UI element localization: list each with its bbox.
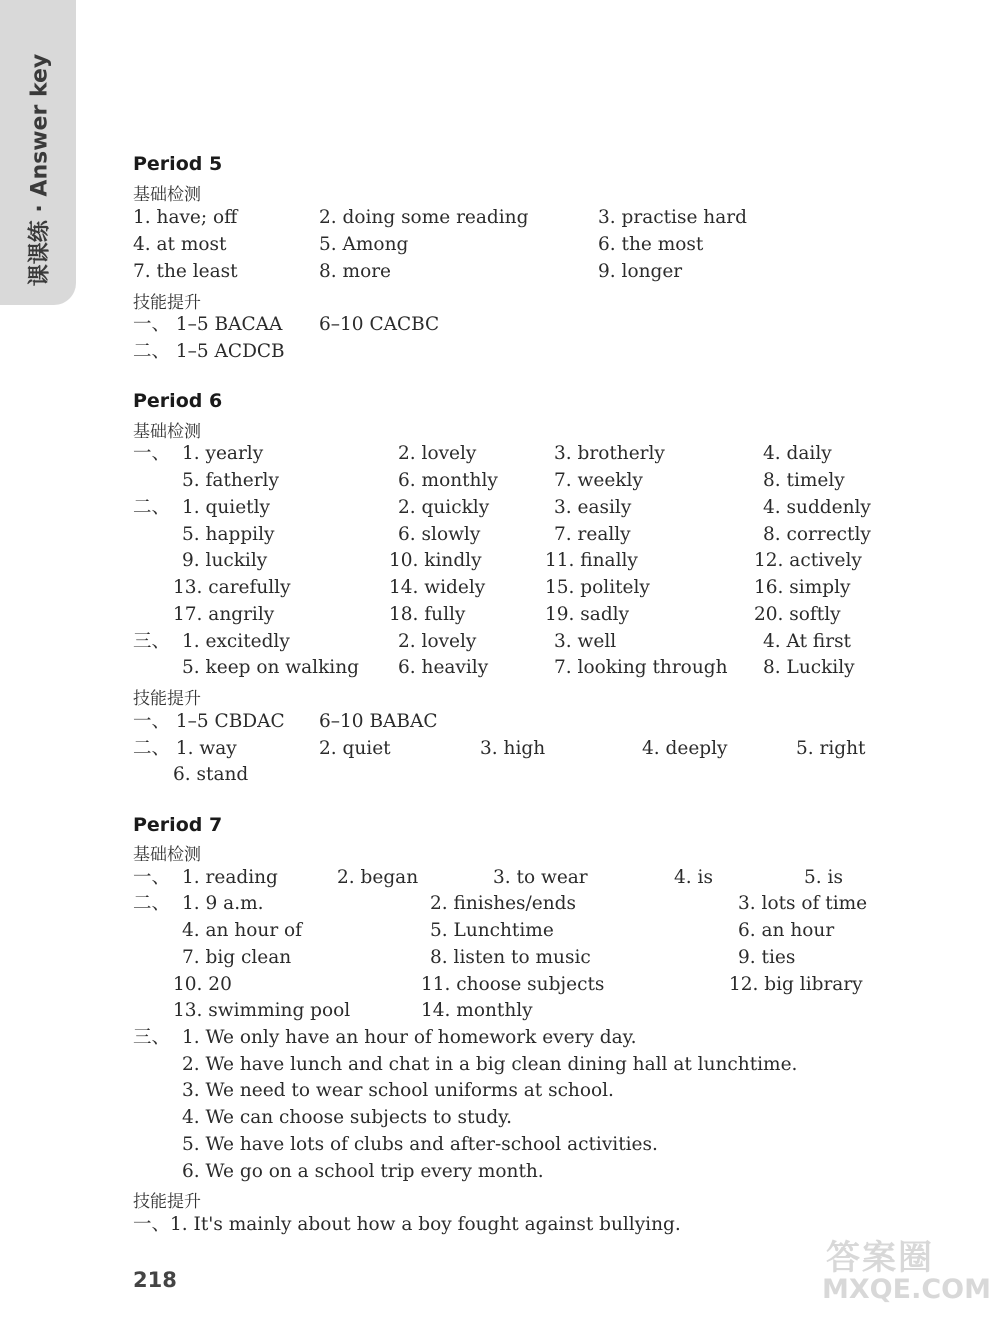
side-tab-label: 课课练 · Answer key bbox=[27, 53, 53, 287]
section-marker: 一、 bbox=[133, 867, 171, 888]
watermark-en: MXQE.COM bbox=[822, 1274, 991, 1305]
sentence-item: 6. We go on a school trip every month. bbox=[182, 1161, 544, 1182]
answer-item: 5. happily bbox=[182, 524, 275, 545]
answer-item: 5. fatherly bbox=[182, 470, 279, 491]
answer-item: 1. excitedly bbox=[182, 631, 290, 652]
period-7-title: Period 7 bbox=[133, 814, 223, 836]
period-6-title: Period 6 bbox=[133, 390, 223, 412]
answer-item: 6. heavily bbox=[398, 657, 489, 678]
answer-item: 4. is bbox=[674, 867, 713, 888]
sentence-item: 5. We have lots of clubs and after-school activities. bbox=[182, 1134, 658, 1155]
answer-item: 8. listen to music bbox=[430, 947, 591, 968]
answer-item: 2. began bbox=[337, 867, 419, 888]
answer-item: 18. fully bbox=[389, 604, 466, 625]
answer-item: 7. the least bbox=[133, 261, 238, 282]
answer-item: 5. keep on walking bbox=[182, 657, 359, 678]
answer-item: 2. lovely bbox=[398, 443, 477, 464]
section-marker: 二、 bbox=[133, 497, 171, 518]
answer-item: 5. Among bbox=[319, 234, 409, 255]
section-marker: 三、 bbox=[133, 1027, 171, 1048]
answer-item: 7. really bbox=[554, 524, 631, 545]
answer-item: 二、 1. way bbox=[133, 738, 237, 759]
answer-item: 2. doing some reading bbox=[319, 207, 529, 228]
answer-item: 3. well bbox=[554, 631, 617, 652]
answer-item: 1. reading bbox=[182, 867, 278, 888]
answer-item: 4. deeply bbox=[642, 738, 728, 759]
answer-item: 5. right bbox=[796, 738, 866, 759]
period-5-skill-label: 技能提升 bbox=[133, 293, 201, 313]
answer-item: 16. simply bbox=[754, 577, 851, 598]
answer-item: 7. looking through bbox=[554, 657, 728, 678]
sentence-item: 一、1. It's mainly about how a boy fought against bullying. bbox=[133, 1214, 681, 1235]
answer-item: 10. kindly bbox=[389, 550, 482, 571]
answer-item: 20. softly bbox=[754, 604, 841, 625]
answer-item: 4. daily bbox=[763, 443, 832, 464]
answer-item: 17. angrily bbox=[173, 604, 275, 625]
answer-item: 6. stand bbox=[173, 764, 249, 785]
answer-item: 8. Luckily bbox=[763, 657, 855, 678]
answer-item: 5. Lunchtime bbox=[430, 920, 554, 941]
answer-item: 6. slowly bbox=[398, 524, 481, 545]
period-5-title: Period 5 bbox=[133, 153, 223, 175]
answer-item: 1. yearly bbox=[182, 443, 264, 464]
side-tab bbox=[0, 0, 76, 305]
answer-item: 14. widely bbox=[389, 577, 486, 598]
answer-item: 8. timely bbox=[763, 470, 845, 491]
answer-item: 1. quietly bbox=[182, 497, 270, 518]
answer-item: 二、 1–5 ACDCB bbox=[133, 341, 285, 362]
sentence-item: 1. We only have an hour of homework every day. bbox=[182, 1027, 637, 1048]
answer-item: 5. is bbox=[804, 867, 843, 888]
watermark-cn: 答案圈 bbox=[826, 1238, 934, 1278]
answer-item: 4. an hour of bbox=[182, 920, 303, 941]
answer-item: 2. quickly bbox=[398, 497, 490, 518]
answer-item: 6–10 CACBC bbox=[319, 314, 440, 335]
answer-item: 9. luckily bbox=[182, 550, 268, 571]
answer-item: 6. the most bbox=[598, 234, 704, 255]
answer-item: 10. 20 bbox=[173, 974, 232, 995]
answer-item: 13. swimming pool bbox=[173, 1000, 351, 1021]
answer-item: 9. ties bbox=[738, 947, 796, 968]
period-7-basic-label: 基础检测 bbox=[133, 845, 201, 865]
answer-item: 8. correctly bbox=[763, 524, 871, 545]
answer-item: 一、 1–5 CBDAC bbox=[133, 711, 285, 732]
section-marker: 一、 bbox=[133, 443, 171, 464]
answer-item: 11. choose subjects bbox=[421, 974, 605, 995]
page-number: 218 bbox=[133, 1268, 177, 1292]
answer-item: 3. to wear bbox=[493, 867, 588, 888]
answer-item: 11. finally bbox=[545, 550, 638, 571]
answer-item: 4. at most bbox=[133, 234, 227, 255]
answer-item: 12. actively bbox=[754, 550, 862, 571]
section-marker: 二、 bbox=[133, 893, 171, 914]
section-marker: 三、 bbox=[133, 631, 171, 652]
period-5-basic-label: 基础检测 bbox=[133, 185, 201, 205]
sentence-item: 2. We have lunch and chat in a big clean dining hall at lunchtime. bbox=[182, 1054, 798, 1075]
answer-item: 3. high bbox=[480, 738, 546, 759]
period-7-skill-label: 技能提升 bbox=[133, 1192, 201, 1212]
answer-item: 6. an hour bbox=[738, 920, 835, 941]
answer-item: 12. big library bbox=[729, 974, 863, 995]
answer-item: 3. brotherly bbox=[554, 443, 665, 464]
answer-item: 1. 9 a.m. bbox=[182, 893, 264, 914]
answer-item: 9. longer bbox=[598, 261, 683, 282]
period-6-basic-label: 基础检测 bbox=[133, 422, 201, 442]
sentence-item: 4. We can choose subjects to study. bbox=[182, 1107, 513, 1128]
watermark bbox=[820, 1230, 990, 1310]
sentence-item: 3. We need to wear school uniforms at school. bbox=[182, 1080, 614, 1101]
answer-item: 7. weekly bbox=[554, 470, 643, 491]
answer-item: 3. lots of time bbox=[738, 893, 868, 914]
answer-item: 15. politely bbox=[545, 577, 650, 598]
answer-item: 19. sadly bbox=[545, 604, 630, 625]
answer-item: 6. monthly bbox=[398, 470, 498, 491]
answer-item: 8. more bbox=[319, 261, 392, 282]
answer-item: 2. finishes/ends bbox=[430, 893, 576, 914]
answer-item: 3. easily bbox=[554, 497, 632, 518]
answer-item: 2. quiet bbox=[319, 738, 391, 759]
answer-item: 1. have; off bbox=[133, 207, 238, 228]
answer-item: 一、 1–5 BACAA bbox=[133, 314, 283, 335]
answer-item: 4. At first bbox=[763, 631, 851, 652]
answer-item: 4. suddenly bbox=[763, 497, 871, 518]
answer-item: 2. lovely bbox=[398, 631, 477, 652]
answer-item: 3. practise hard bbox=[598, 207, 747, 228]
period-6-skill-label: 技能提升 bbox=[133, 689, 201, 709]
answer-item: 13. carefully bbox=[173, 577, 291, 598]
answer-item: 7. big clean bbox=[182, 947, 292, 968]
answer-item: 14. monthly bbox=[421, 1000, 533, 1021]
answer-item: 6–10 BABAC bbox=[319, 711, 438, 732]
